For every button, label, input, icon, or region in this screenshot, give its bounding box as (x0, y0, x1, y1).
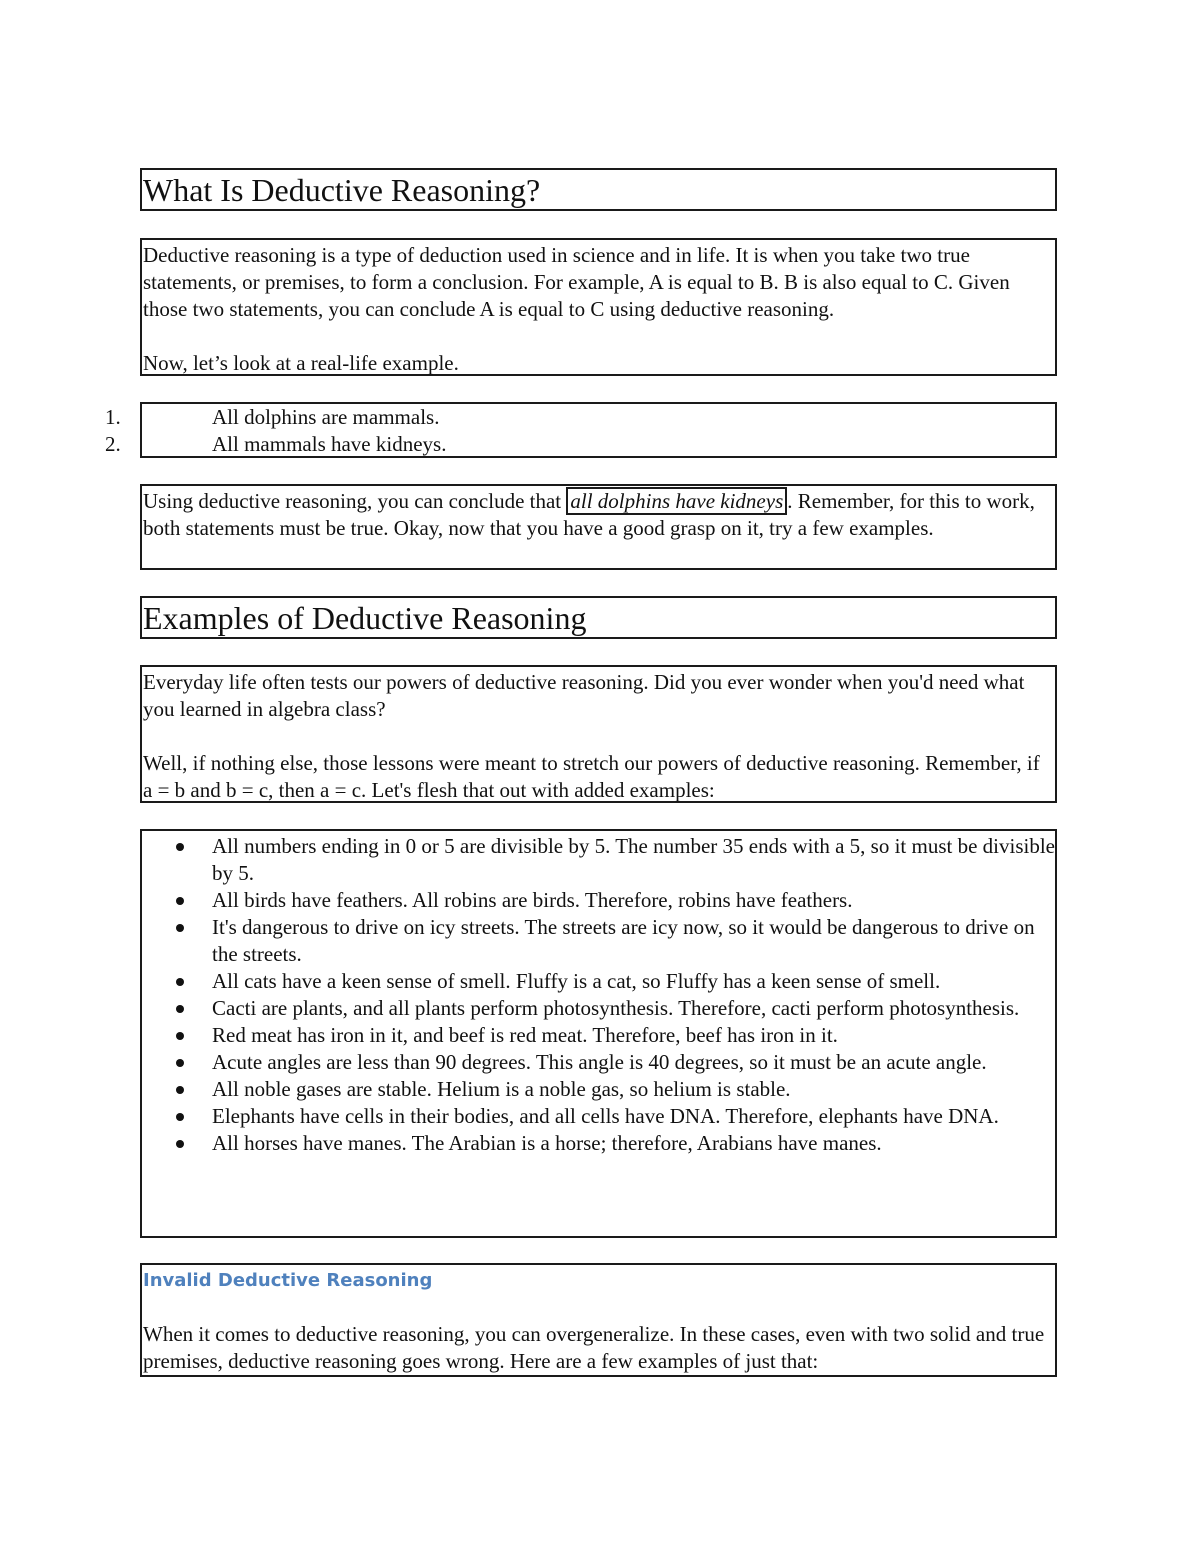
example-text: All birds have feathers. All robins are birds. Therefore, robins have feathers. (212, 888, 853, 912)
example-item (142, 887, 1055, 914)
premises-list (105, 404, 1055, 458)
bullet-icon (176, 1005, 184, 1013)
invalid-reasoning-paragraph: When it comes to deductive reasoning, you can overgeneralize. In these cases, even with two solid and true premises, deductive reasoning goes wrong. Here are a few examples of just that: (143, 1322, 1045, 1373)
bullet-icon (176, 1113, 184, 1121)
example-item (142, 914, 1055, 968)
examples-list (142, 833, 1055, 1157)
bullet-icon (176, 843, 184, 851)
premise-text: All mammals have kidneys. (212, 432, 447, 456)
examples-list-box (140, 829, 1057, 1238)
premise-item (105, 404, 1055, 431)
example-item (142, 833, 1055, 887)
example-item (142, 1022, 1055, 1049)
premise-item (105, 431, 1055, 458)
bullet-icon (176, 1032, 184, 1040)
conclusion-box (140, 484, 1057, 570)
intro-paragraph: Deductive reasoning is a type of deduction used in science and in life. It is when you take two true statements, or premises, to form a conclusion. For example, A is equal to B. B is also equal to C. Given those two statements, you can conclude A is equal to C using deductive reasoning. (143, 243, 1010, 321)
bullet-icon (176, 924, 184, 932)
premise-number: 1. (105, 405, 121, 429)
example-item (142, 968, 1055, 995)
bullet-icon (176, 1140, 184, 1148)
bullet-icon (176, 1059, 184, 1067)
transition-paragraph: Now, let’s look at a real-life example. (143, 351, 459, 375)
heading-examples-of-deductive-reasoning: Examples of Deductive Reasoning (143, 600, 587, 636)
conclusion-text-after: . Remember, for this to work, both statements must be true. Okay, now that you have a good grasp on it, try a few examples. (143, 489, 1035, 540)
premise-text: All dolphins are mammals. (212, 405, 440, 429)
example-text: It's dangerous to drive on icy streets. The streets are icy now, so it would be dangerous to drive on the streets. (212, 915, 1035, 966)
conclusion-highlight: all dolphins have kidneys (566, 487, 787, 515)
premises-box (105, 402, 1057, 458)
heading-what-is-deductive-reasoning: What Is Deductive Reasoning? (143, 172, 541, 208)
example-text: Acute angles are less than 90 degrees. This angle is 40 degrees, so it must be an acute angle. (212, 1050, 987, 1074)
example-text: Red meat has iron in it, and beef is red meat. Therefore, beef has iron in it. (212, 1023, 838, 1047)
heading-box-what-is (140, 168, 1057, 211)
bullet-icon (176, 978, 184, 986)
example-text: All numbers ending in 0 or 5 are divisible by 5. The number 35 ends with a 5, so it must be divisible by 5. (212, 834, 1056, 885)
example-text: Cacti are plants, and all plants perform photosynthesis. Therefore, cacti perform photosynthesis. (212, 996, 1020, 1020)
intro-text-box (140, 238, 1057, 376)
invalid-reasoning-box (140, 1263, 1057, 1377)
heading-invalid-deductive-reasoning: Invalid Deductive Reasoning (143, 1270, 433, 1291)
example-text: All noble gases are stable. Helium is a noble gas, so helium is stable. (212, 1077, 791, 1101)
example-text: All horses have manes. The Arabian is a horse; therefore, Arabians have manes. (212, 1131, 882, 1155)
premise-number: 2. (105, 432, 121, 456)
examples-paragraph-2: Well, if nothing else, those lessons were meant to stretch our powers of deductive reasoning. Remember, if a = b and b = c, then a = c. Let's flesh that out with added examples: (143, 751, 1040, 802)
examples-paragraph-1: Everyday life often tests our powers of deductive reasoning. Did you ever wonder when you'd need what you learned in algebra class? (143, 670, 1025, 721)
conclusion-text-before: Using deductive reasoning, you can conclude that (143, 489, 567, 513)
examples-intro-box (140, 665, 1057, 803)
example-text: Elephants have cells in their bodies, and all cells have DNA. Therefore, elephants have DNA. (212, 1104, 999, 1128)
example-item (142, 1076, 1055, 1103)
conclusion-paragraph (143, 488, 1051, 542)
example-text: All cats have a keen sense of smell. Fluffy is a cat, so Fluffy has a keen sense of smell. (212, 969, 941, 993)
bullet-icon (176, 897, 184, 905)
example-item (142, 1049, 1055, 1076)
example-item (142, 1130, 1055, 1157)
example-item (142, 1103, 1055, 1130)
heading-box-examples (140, 596, 1057, 639)
example-item (142, 995, 1055, 1022)
bullet-icon (176, 1086, 184, 1094)
